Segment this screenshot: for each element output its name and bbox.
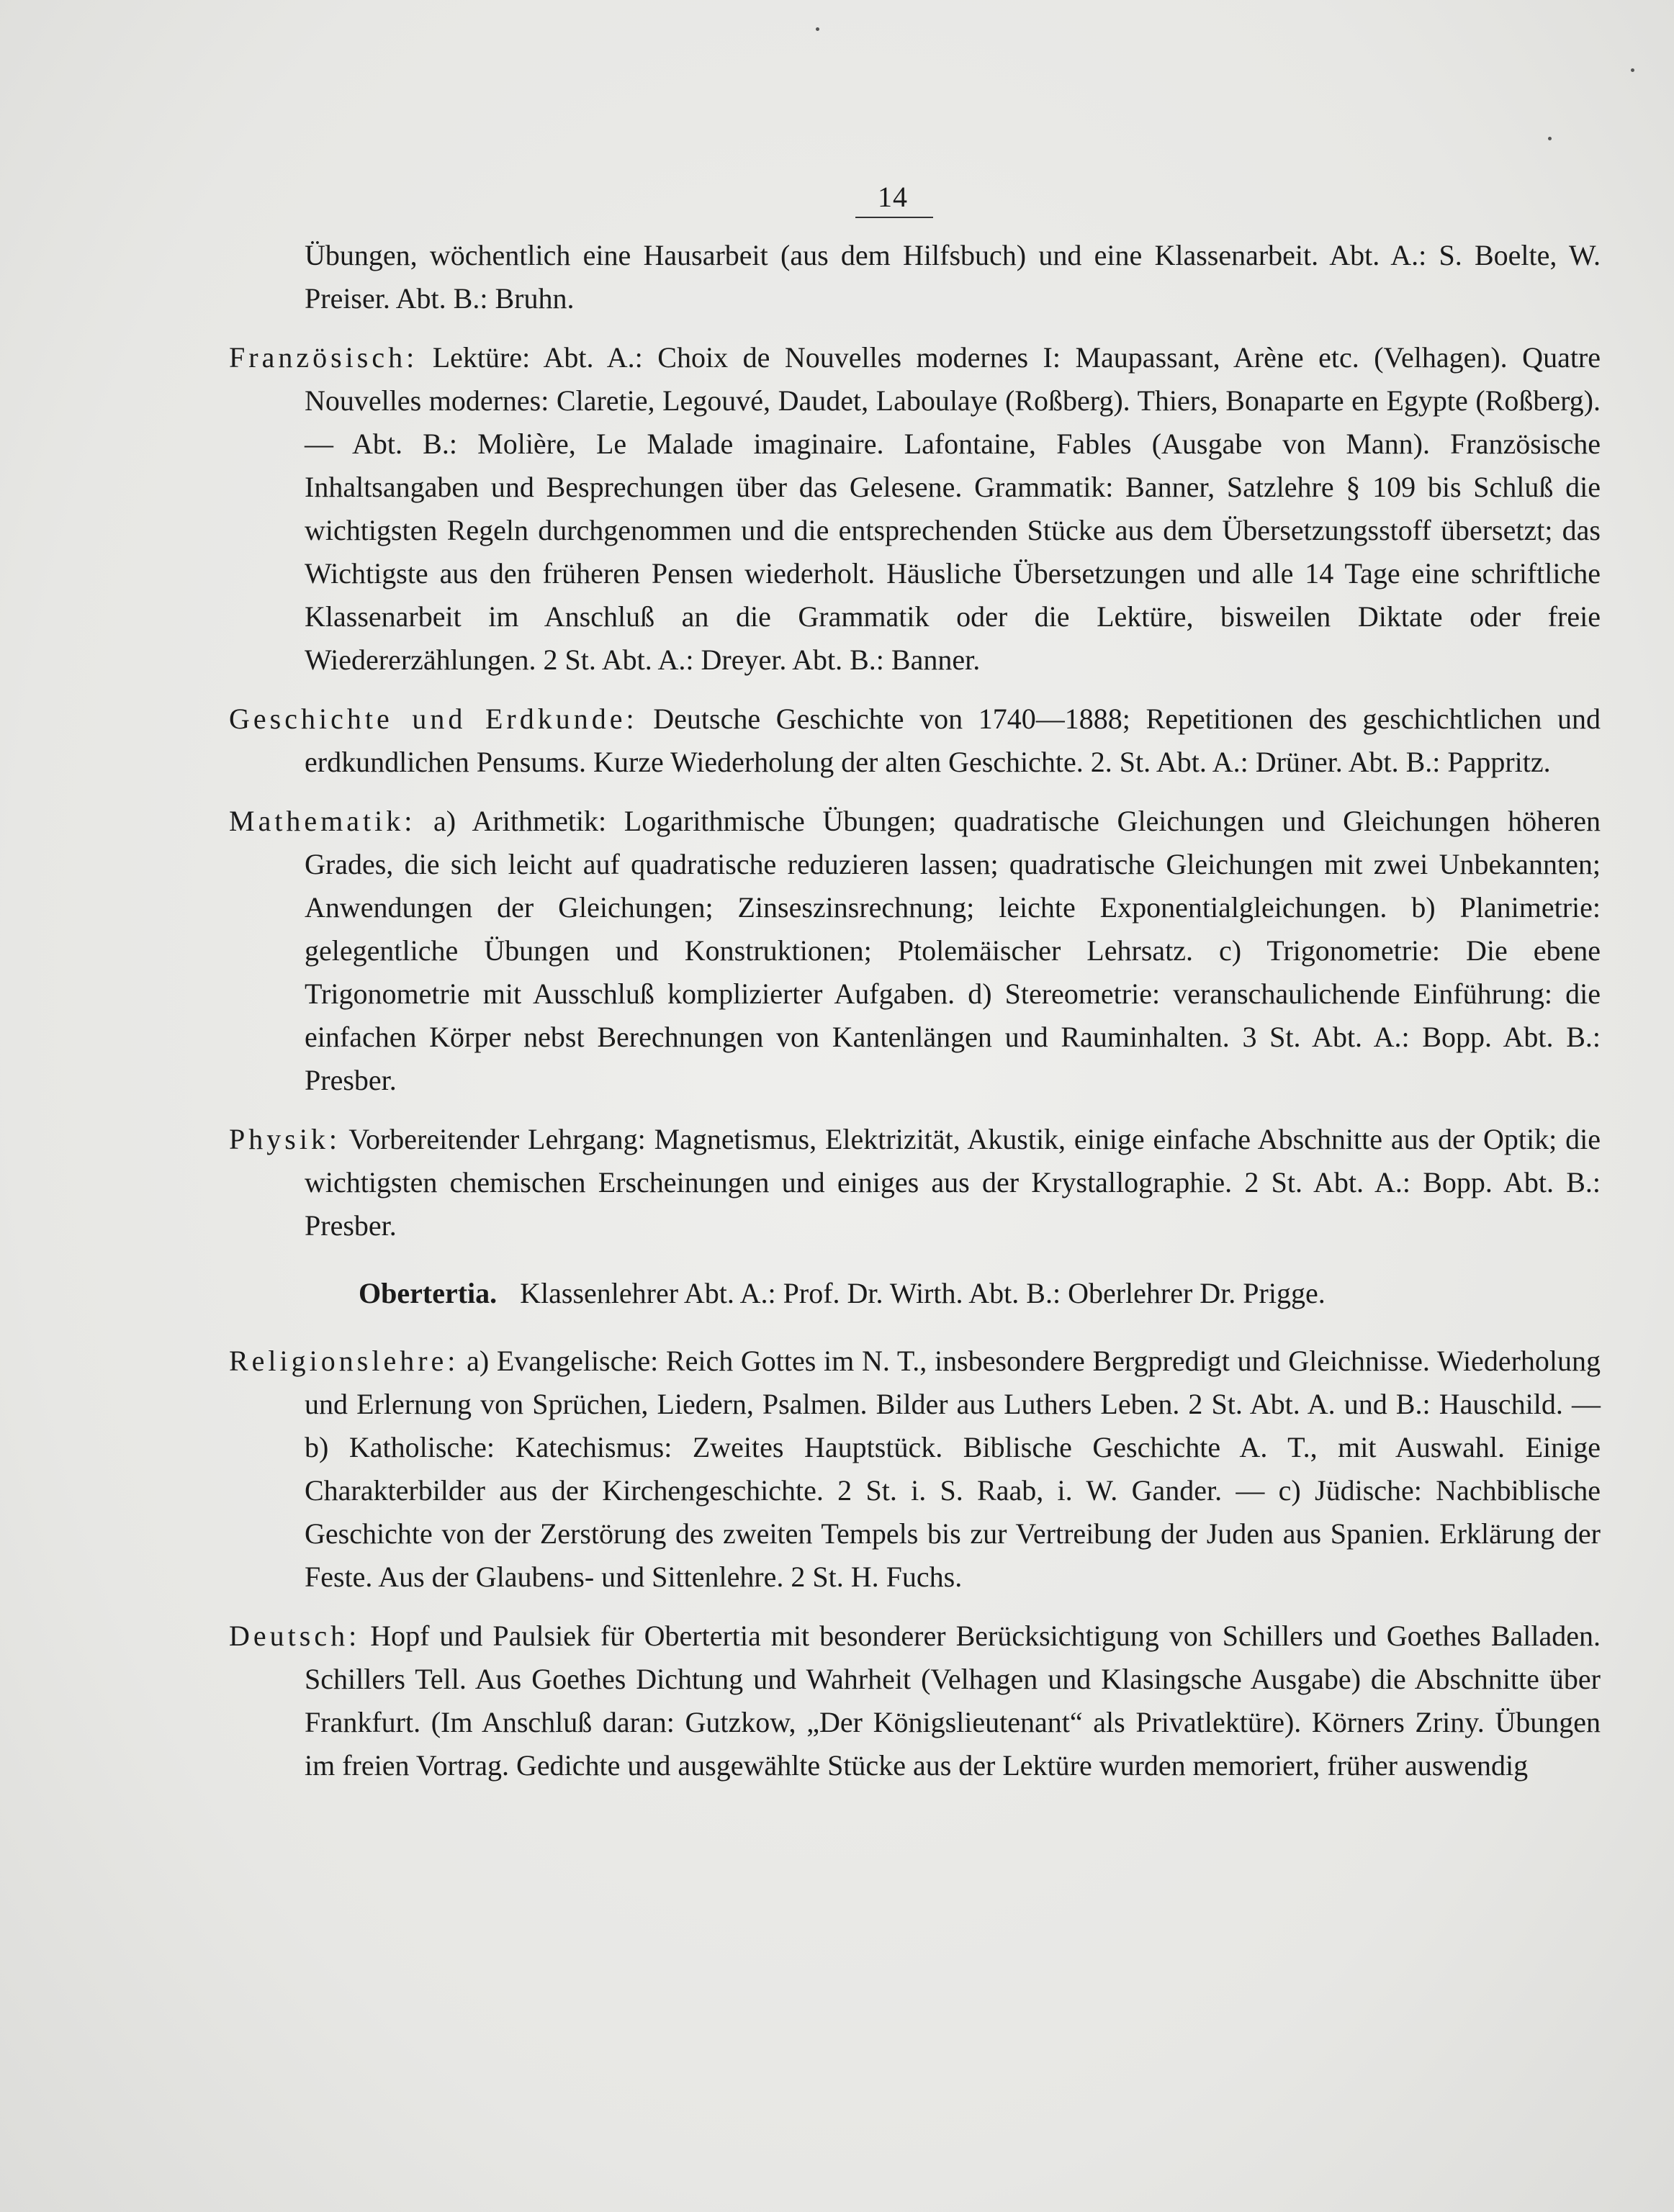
section-text: a) Evangelische: Reich Gottes im N. T., insbesondere Bergpredigt und Gleichnisse. Wiederholung und Erlernung von Sprüchen, Liedern, Psalmen. Bilder aus Luthers Leben. 2 St. Abt. A. und B.: Hauschild. — b) Katholische: Katechismus: Zweites Hauptstück. Biblische Geschichte A. T., mit Auswahl. Einige Charakterbilder aus der Kirchengeschichte. 2 St. i. S. Raab, i. W. Gander. — c) Jüdische: Nachbiblische Geschichte von der Zerstörung des zweiten Tempels bis zur Vertreibung der Juden aus Spanien. Erklärung der Feste. Aus der Glaubens- und Sittenlehre. 2 St. H. Fuchs. xyxy=(305,1345,1601,1593)
subject-heading: Französisch: xyxy=(229,341,418,374)
section-physik xyxy=(229,1118,1601,1247)
scan-speck xyxy=(1631,68,1634,72)
subject-heading: Religionslehre: xyxy=(229,1345,459,1377)
section-text: Hopf und Paulsiek für Obertertia mit besonderer Berücksichtigung von Schillers und Goethes Balladen. Schillers Tell. Aus Goethes Dichtung und Wahrheit (Velhagen und Klasingsche Ausgabe) die Abschnitte über Frankfurt. (Im Anschluß daran: Gutzkow, „Der Königslieutenant“ als Privatlektüre). Körners Zriny. Übungen im freien Vortrag. Gedichte und ausgewählte Stücke aus der Lektüre wurden memoriert, früher auswendig xyxy=(305,1620,1601,1782)
class-name: Obertertia. xyxy=(359,1277,498,1309)
class-teachers: Klassenlehrer Abt. A.: Prof. Dr. Wirth. Abt. B.: Oberlehrer Dr. Prigge. xyxy=(520,1277,1326,1309)
document-body xyxy=(229,234,1601,1803)
section-geschichte xyxy=(229,698,1601,784)
class-heading-obertertia xyxy=(229,1272,1601,1315)
section-mathematik xyxy=(229,800,1601,1102)
section-franzoesisch xyxy=(229,336,1601,682)
intro-paragraph xyxy=(229,234,1601,320)
scan-speck xyxy=(1548,137,1552,140)
page-number: 14 xyxy=(878,181,908,213)
section-text: Vorbereitender Lehrgang: Magnetismus, Elektrizität, Akustik, einige einfache Abschnitte aus der Optik; die wichtigsten chemischen Erscheinungen und einiges aus der Krystallographie. 2 St. Abt. A.: Bopp. Abt. B.: Presber. xyxy=(305,1123,1601,1242)
subject-heading: Mathematik: xyxy=(229,805,416,837)
scan-speck xyxy=(816,27,819,31)
section-religion xyxy=(229,1340,1601,1599)
subject-heading: Physik: xyxy=(229,1123,341,1155)
subject-heading: Geschichte und Erdkunde: xyxy=(229,703,638,735)
intro-text: Übungen, wöchentlich eine Hausarbeit (aus dem Hilfsbuch) und eine Klassenarbeit. Abt. A.: S. Boelte, W. Preiser. Abt. B.: Bruhn. xyxy=(305,239,1601,315)
section-text: a) Arithmetik: Logarithmische Übungen; quadratische Gleichungen und Gleichungen höheren Grades, die sich leicht auf quadratische reduzieren lassen; quadratische Gleichungen mit zwei Unbekannten; Anwendungen der Gleichungen; Zinseszinsrechnung; leichte Exponentialgleichungen. b) Planimetrie: gelegentliche Übungen und Konstruktionen; Ptolemäischer Lehrsatz. c) Trigonometrie: Die ebene Trigonometrie mit Ausschluß komplizierter Aufgaben. d) Stereometrie: veranschaulichende Einführung: die einfachen Körper nebst Berechnungen von Kantenlängen und Rauminhalten. 3 St. Abt. A.: Bopp. Abt. B.: Presber. xyxy=(305,805,1601,1096)
subject-heading: Deutsch: xyxy=(229,1620,361,1652)
section-text: Lektüre: Abt. A.: Choix de Nouvelles modernes I: Maupassant, Arène etc. (Velhagen). Quatre Nouvelles modernes: Claretie, Legouvé, Daudet, Laboulaye (Roßberg). Thiers, Bonaparte en Egypte (Roßberg). — Abt. B.: Molière, Le Malade imaginaire. Lafontaine, Fables (Ausgabe von Mann). Französische Inhaltsangaben und Besprechungen über das Gelesene. Grammatik: Banner, Satzlehre § 109 bis Schluß die wichtigsten Regeln durchgenommen und die entsprechenden Stücke aus dem Übersetzungsstoff übersetzt; das Wichtigste aus den früheren Pensen wiederholt. Häusliche Übersetzungen und alle 14 Tage eine schriftliche Klassenarbeit im Anschluß an die Grammatik oder die Lektüre, bisweilen Diktate oder freie Wiedererzählungen. 2 St. Abt. A.: Dreyer. Abt. B.: Banner. xyxy=(305,341,1601,676)
section-text: Deutsche Geschichte von 1740—1888; Repetitionen des geschichtlichen und erdkundlichen Pensums. Kurze Wiederholung der alten Geschichte. 2. St. Abt. A.: Drüner. Abt. B.: Pappritz. xyxy=(305,703,1601,778)
section-deutsch xyxy=(229,1615,1601,1787)
page-number-underline xyxy=(855,217,933,218)
